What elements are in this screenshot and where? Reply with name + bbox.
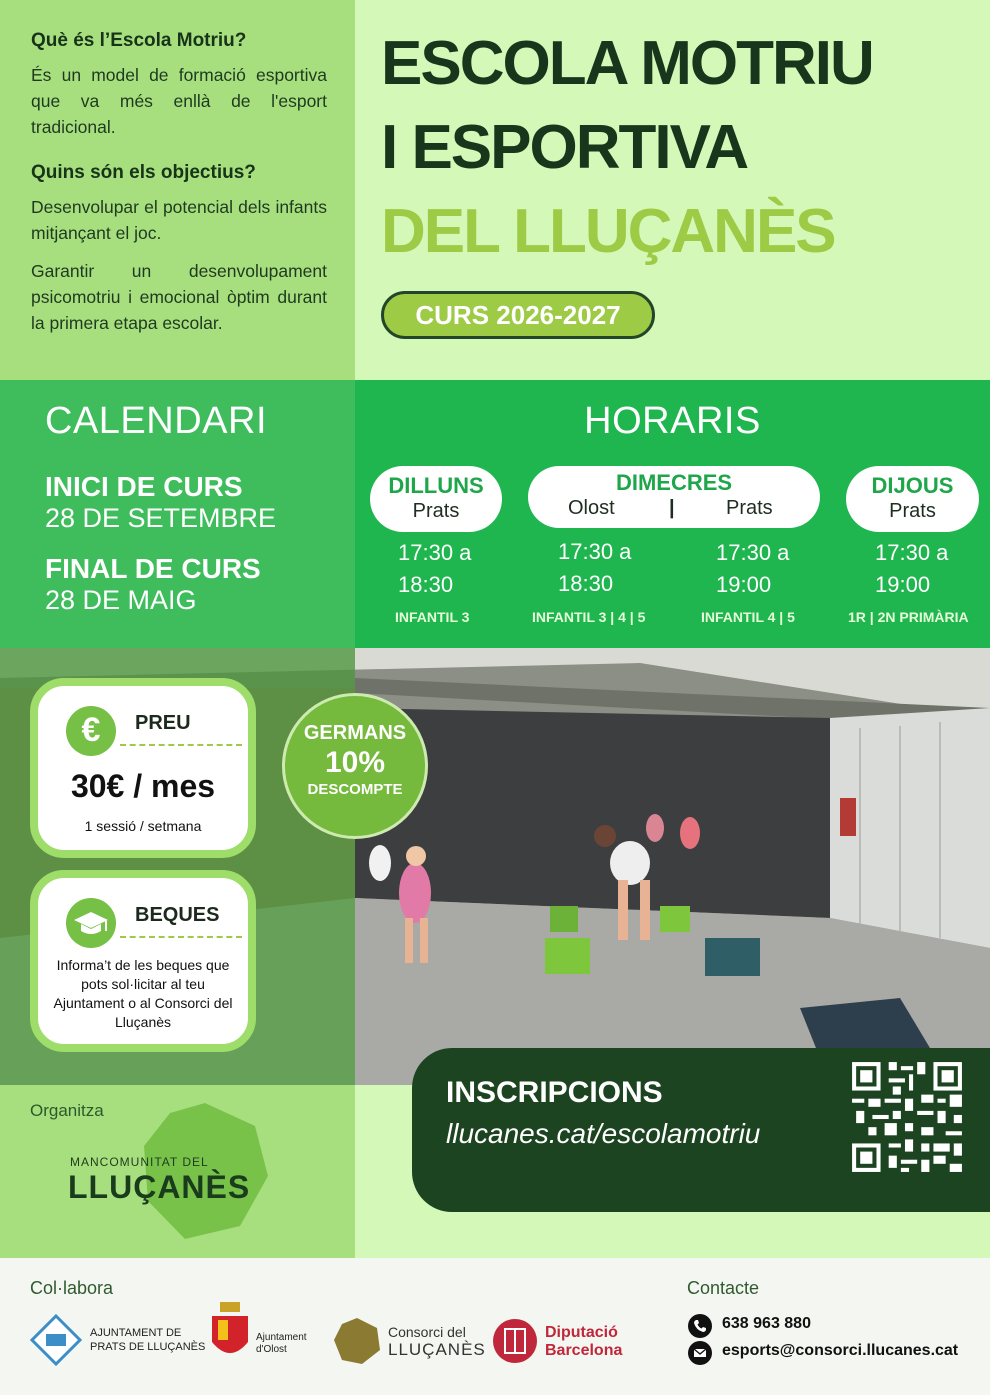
- level-wednesday-prats: INFANTIL 4 | 5: [701, 609, 795, 625]
- day-thursday: [846, 466, 979, 532]
- logo-line-2: LLUÇANÈS: [388, 1340, 486, 1359]
- course-end-date: 28 DE MAIG: [45, 585, 197, 615]
- level-monday: INFANTIL 3: [395, 609, 470, 625]
- schedule-heading: HORARIS: [584, 400, 761, 442]
- schedule-panel: [355, 380, 990, 648]
- day-name: DILLUNS: [388, 473, 484, 498]
- calendar-heading: CALENDARI: [45, 400, 267, 442]
- euro-icon: €: [66, 706, 116, 756]
- intro-answer-3: Garantir un desenvolupament psicomotriu i emocional òptim durant la primera etapa escolar.: [31, 261, 327, 333]
- day-name: DIMECRES: [615, 470, 733, 495]
- place-separator: |: [669, 497, 675, 519]
- time-slot-wednesday-olost: [558, 536, 631, 600]
- contact-phone[interactable]: 638 963 880: [722, 1315, 811, 1332]
- main-title: [381, 22, 873, 274]
- calendar-panel: [0, 380, 355, 648]
- olost-shield-icon: [208, 1302, 252, 1364]
- logo-line-1: Ajuntament: [256, 1332, 307, 1343]
- price-card: [30, 678, 256, 858]
- time-from: 17:30 a: [875, 540, 949, 565]
- consorci-logo-text: [388, 1324, 486, 1360]
- logo-line-2: Barcelona: [545, 1342, 623, 1359]
- day-place-olost: Olost: [568, 497, 615, 519]
- time-to: 18:30: [558, 571, 614, 596]
- diputacio-logo-text: [545, 1324, 622, 1360]
- contact-email[interactable]: esports@consorci.llucanes.cat: [722, 1342, 959, 1359]
- intro-answer-1: És un model de formació esportiva que va més enllà de l'esport tradicional.: [31, 65, 327, 137]
- title-line-1: ESCOLA MOTRIU: [381, 29, 873, 98]
- intro-panel: [0, 0, 355, 380]
- discount-bottom: DESCOMPTE: [307, 781, 403, 798]
- phone-icon: [688, 1314, 712, 1338]
- collaborators-label: Col·labora: [30, 1278, 114, 1298]
- time-slot-monday: [398, 537, 471, 601]
- qr-code-icon[interactable]: [848, 1058, 966, 1176]
- prats-logo-text: [90, 1326, 205, 1354]
- level-wednesday-olost: INFANTIL 3 | 4 | 5: [532, 609, 646, 625]
- diputacio-logo-icon: [492, 1318, 538, 1364]
- footer: [0, 1258, 990, 1395]
- day-wednesday: [528, 466, 820, 528]
- consorci-logo-icon: [332, 1316, 382, 1366]
- price-divider: [120, 744, 242, 746]
- price-note: 1 sessió / setmana: [84, 818, 202, 834]
- intro-question-2: Quins són els objectius?: [31, 162, 256, 183]
- registration-label: INSCRIPCIONS: [446, 1076, 663, 1109]
- intro-answer-2: Desenvolupar el potencial dels infants mitjançant el joc.: [31, 197, 327, 243]
- logo-line-2: PRATS DE LLUÇANÈS: [90, 1341, 206, 1353]
- title-line-3: DEL LLUÇANÈS: [381, 197, 835, 266]
- course-start-date: 28 DE SETEMBRE: [45, 503, 277, 533]
- price-amount: 30€ / mes: [70, 768, 216, 804]
- prats-logo-icon: [30, 1314, 82, 1366]
- day-name: DIJOUS: [871, 473, 954, 498]
- discount-badge: [282, 693, 428, 839]
- organizer-logo-top: MANCOMUNITAT DEL: [70, 1155, 209, 1169]
- time-to: 19:00: [875, 572, 931, 597]
- price-label: PREU: [135, 712, 191, 734]
- registration-panel: [412, 1048, 990, 1212]
- logo-line-1: AJUNTAMENT DE: [90, 1327, 182, 1339]
- title-line-2: I ESPORTIVA: [381, 113, 748, 182]
- time-to: 19:00: [716, 572, 772, 597]
- activity-photo: [0, 648, 990, 1085]
- logo-line-1: Diputació: [545, 1324, 618, 1341]
- logo-line-1: Consorci del: [388, 1324, 466, 1340]
- time-slot-wednesday-prats: [716, 537, 789, 601]
- day-place-prats: Prats: [726, 497, 773, 519]
- level-thursday: 1R | 2N PRIMÀRIA: [848, 609, 969, 625]
- day-place: Prats: [412, 500, 460, 522]
- grants-text: Informa’t de les beques que pots sol·licitar al teu Ajuntament o al Consorci del Lluçanès: [53, 957, 233, 1030]
- contact-label: Contacte: [687, 1278, 760, 1298]
- mail-icon: [688, 1341, 712, 1365]
- logo-line-2: d'Olost: [256, 1344, 287, 1355]
- grants-card: [30, 870, 256, 1052]
- course-start-label: INICI DE CURS: [45, 471, 243, 502]
- discount-value: 10%: [324, 746, 386, 779]
- registration-url[interactable]: llucanes.cat/escolamotriu: [446, 1118, 761, 1149]
- organizer-panel: [0, 1085, 355, 1258]
- time-slot-thursday: [875, 537, 948, 601]
- day-place: Prats: [889, 500, 936, 522]
- grants-divider: [120, 936, 242, 938]
- time-from: 17:30 a: [716, 540, 790, 565]
- time-from: 17:30 a: [398, 540, 472, 565]
- time-to: 18:30: [398, 572, 454, 597]
- organizer-logo-bottom: LLUÇANÈS: [68, 1169, 251, 1205]
- day-monday: [370, 466, 502, 532]
- grants-label: BEQUES: [135, 904, 220, 926]
- organizer-label: Organitza: [30, 1101, 104, 1120]
- olost-logo-text: [256, 1332, 307, 1356]
- course-end-label: FINAL DE CURS: [45, 553, 261, 584]
- intro-question-1: Què és l’Escola Motriu?: [31, 30, 247, 51]
- graduation-cap-icon: [66, 898, 116, 948]
- course-badge: CURS 2026-2027: [381, 291, 655, 339]
- time-from: 17:30 a: [558, 539, 632, 564]
- discount-top: GERMANS: [303, 722, 407, 744]
